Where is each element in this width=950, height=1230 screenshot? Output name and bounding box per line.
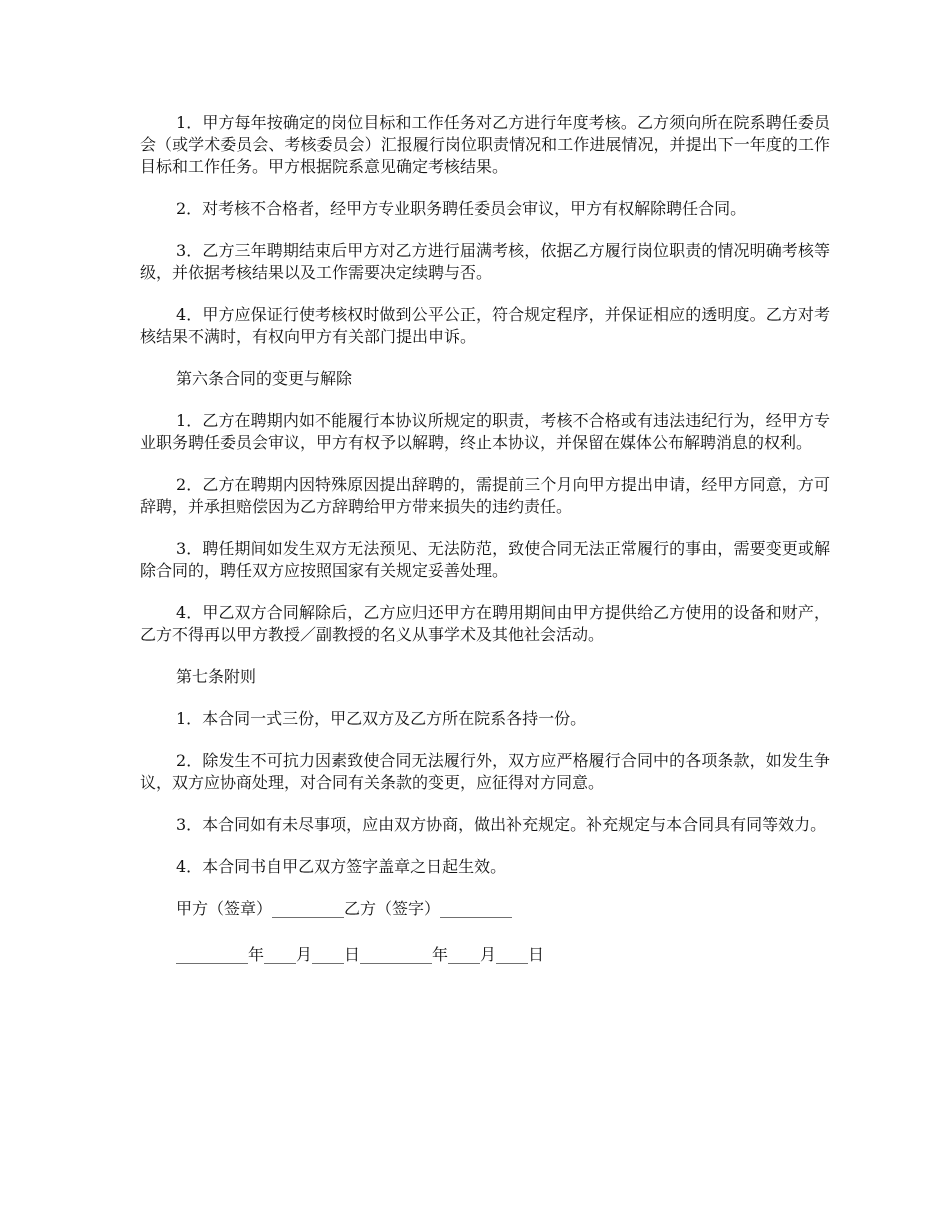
section6-item-3: 3．聘任期间如发生双方无法预见、无法防范，致使合同无法正常履行的事由，需要变更或解除合同的，聘任双方应按照国家有关规定妥善处理。 xyxy=(140,539,830,580)
section5-item-2: 2．对考核不合格者，经甲方专业职务聘任委员会审议，甲方有权解除聘任合同。 xyxy=(176,199,747,218)
section6-item-2: 2．乙方在聘期内因特殊原因提出辞聘的，需提前三个月向甲方提出申请，经甲方同意，方可辞聘，并承担赔偿因为乙方辞聘给甲方带来损失的违约责任。 xyxy=(140,475,830,516)
contract-page xyxy=(140,112,830,990)
date-line: _________年____月____日_________年____月____日 xyxy=(176,945,545,964)
section7-item-2: 2．除发生不可抗力因素致使合同无法履行外，双方应严格履行合同中的各项条款，如发生争议，双方应协商处理，对合同有关条款的变更，应征得对方同意。 xyxy=(140,751,830,792)
section5-item-3: 3．乙方三年聘期结束后甲方对乙方进行届满考核，依据乙方履行岗位职责的情况明确考核等级，并依据考核结果以及工作需要决定续聘与否。 xyxy=(140,241,830,282)
section5-item-4: 4．甲方应保证行使考核权时做到公平公正，符合规定程序，并保证相应的透明度。乙方对考核结果不满时，有权向甲方有关部门提出申诉。 xyxy=(140,305,830,346)
section6-item-1: 1．乙方在聘期内如不能履行本协议所规定的职责，考核不合格或有违法违纪行为，经甲方专业职务聘任委员会审议，甲方有权予以解聘，终止本协议，并保留在媒体公布解聘消息的权利。 xyxy=(140,411,830,452)
section7-item-3: 3．本合同如有未尽事项，应由双方协商，做出补充规定。补充规定与本合同具有同等效力。 xyxy=(176,815,827,834)
section6-heading: 第六条合同的变更与解除 xyxy=(176,369,353,388)
section7-heading: 第七条附则 xyxy=(176,667,257,686)
section5-item-1: 1．甲方每年按确定的岗位目标和工作任务对乙方进行年度考核。乙方须向所在院系聘任委员会（或学术委员会、考核委员会）汇报履行岗位职责情况和工作进展情况，并提出下一年度的工作目标和工作任务。甲方根据院系意见确定考核结果。 xyxy=(140,113,830,176)
signature-line: 甲方（签章）_________乙方（签字）_________ xyxy=(176,899,513,918)
section7-item-1: 1．本合同一式三份，甲乙双方及乙方所在院系各持一份。 xyxy=(176,709,587,728)
section7-item-4: 4．本合同书自甲乙双方签字盖章之日起生效。 xyxy=(176,857,507,876)
section6-item-4: 4．甲乙双方合同解除后，乙方应归还甲方在聘用期间由甲方提供给乙方使用的设备和财产，乙方不得再以甲方教授／副教授的名义从事学术及其他社会活动。 xyxy=(140,603,830,644)
